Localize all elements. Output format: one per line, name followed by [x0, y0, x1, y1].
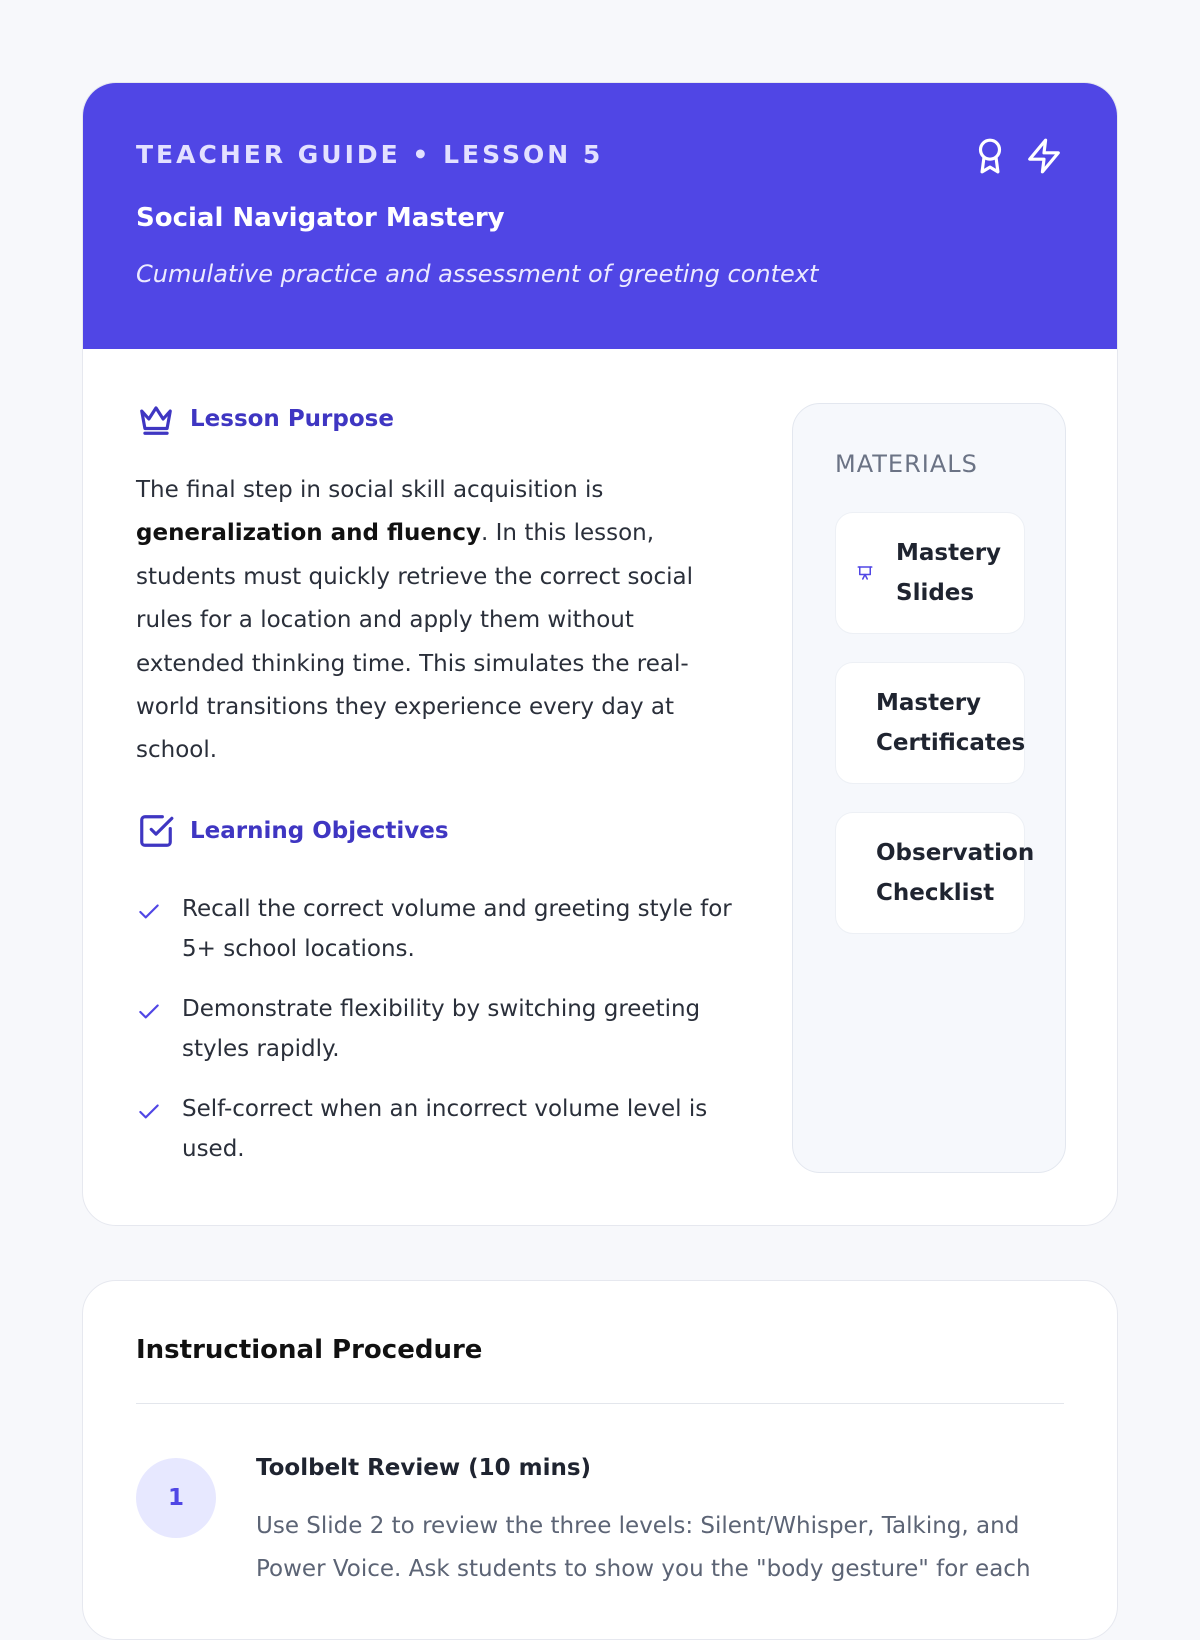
- material-observation-checklist[interactable]: [835, 812, 1035, 934]
- material-label: Mastery Certificates: [876, 690, 1026, 756]
- material-label: Mastery Slides: [896, 540, 1002, 606]
- check-icon: [136, 1099, 162, 1125]
- crown-icon: [136, 400, 176, 438]
- material-label: Observation Checklist: [876, 840, 1035, 906]
- material-mastery-certificates[interactable]: [835, 662, 1025, 784]
- objective-item: [136, 1089, 736, 1169]
- procedure-title: Instructional Procedure: [136, 1335, 483, 1365]
- step-number-badge: 1: [136, 1458, 216, 1538]
- checkbox-icon: [136, 812, 176, 850]
- purpose-text-end: . In this lesson, students must quickly retrieve the correct social rules for a location and apply them without extended thinking time. This simulates the real-world transitions they experience every day at school.: [136, 520, 694, 764]
- objective-text: Self-correct when an incorrect volume level is used.: [182, 1096, 708, 1162]
- objectives-list: [136, 889, 736, 1189]
- lesson-subtitle: Cumulative practice and assessment of greeting context: [136, 260, 819, 288]
- objective-item: [136, 889, 736, 969]
- objective-item: [136, 989, 736, 1069]
- lesson-purpose-title: Lesson Purpose: [190, 406, 394, 432]
- objective-text: Demonstrate flexibility by switching greeting styles rapidly.: [182, 996, 701, 1062]
- learning-objectives-heading: [136, 812, 449, 850]
- check-icon: [136, 899, 162, 925]
- header-icons: [971, 136, 1063, 176]
- check-icon: [136, 999, 162, 1025]
- award-icon[interactable]: [971, 136, 1009, 176]
- step-title: Toolbelt Review (10 mins): [256, 1455, 592, 1481]
- lightning-icon[interactable]: [1025, 136, 1063, 176]
- purpose-text-start: The final step in social skill acquisition is: [136, 477, 604, 503]
- lesson-purpose-heading: [136, 400, 394, 438]
- lesson-purpose-text: [136, 469, 716, 773]
- material-mastery-slides[interactable]: [835, 512, 1025, 634]
- lesson-header: [83, 83, 1117, 349]
- objective-text: Recall the correct volume and greeting style for 5+ school locations.: [182, 896, 732, 962]
- materials-title: MATERIALS: [835, 450, 978, 478]
- step-description: Use Slide 2 to review the three levels: Silent/Whisper, Talking, and Power Voice. Ask students to show you the "body gesture" for each: [256, 1513, 1031, 1582]
- instructional-procedure-card: [82, 1280, 1118, 1640]
- lesson-eyebrow: TEACHER GUIDE • LESSON 5: [136, 140, 604, 169]
- presentation-icon: [856, 564, 874, 582]
- lesson-guide-card: [82, 82, 1118, 1226]
- lesson-title: Social Navigator Mastery: [136, 203, 505, 233]
- purpose-text-emphasis: generalization and fluency: [136, 520, 482, 547]
- materials-panel: [792, 403, 1066, 1173]
- learning-objectives-title: Learning Objectives: [190, 818, 449, 844]
- procedure-divider: [136, 1403, 1064, 1404]
